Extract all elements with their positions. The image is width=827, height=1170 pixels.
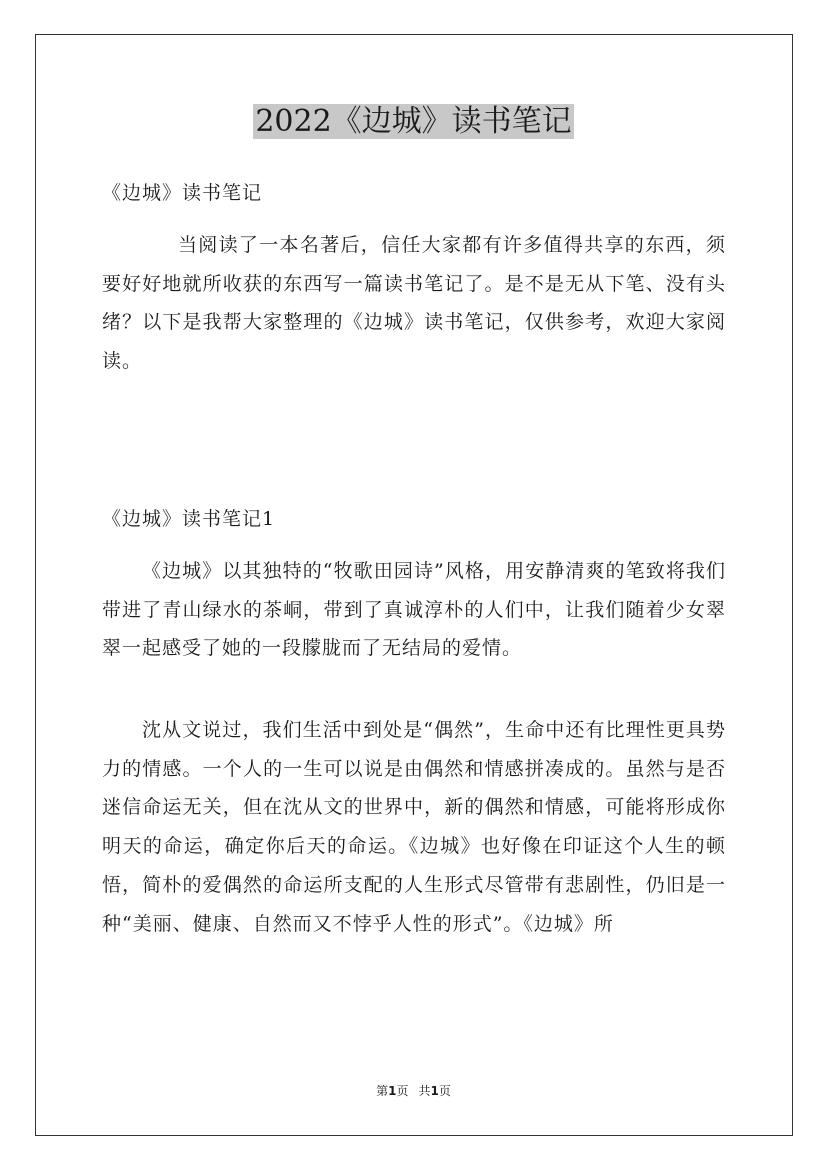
footer-page-number: 1 [388,1084,397,1098]
footer-page-prefix: 第 [376,1084,389,1098]
footer-total-pages: 1 [430,1084,439,1098]
intro-heading: 《边城》读书笔记 [102,182,263,204]
page-footer [0,1083,827,1099]
intro-paragraph: 当阅读了一本名著后，信任大家都有许多值得共享的东西，须要好好地就所收获的东西写一篇读书笔记了。是不是无从下笔、没有头绪？以下是我帮大家整理的《边城》读书笔记，仅供参考，欢迎大家阅读。 [102,234,726,373]
document-title [0,102,827,142]
section1-paragraph-1: 《边城》以其独特的“牧歌田园诗”风格，用安静清爽的笔致将我们带进了青山绿水的茶峒，带到了真诚淳朴的人们中，让我们随着少女翠翠一起感受了她的一段朦胧而了无结局的爱情。 [102,560,726,660]
footer-total-prefix: 共 [418,1084,431,1098]
section1-heading: 《边城》读书笔记1 [102,508,276,530]
footer-total-suffix: 页 [438,1084,451,1098]
document-title-text: 2022《边城》读书笔记 [255,104,572,139]
section1-paragraph-2: 沈从文说过，我们生活中到处是“偶然”，生命中还有比理性更具势力的情感。一个人的一生可以说是由偶然和情感拼凑成的。虽然与是否迷信命运无关，但在沈从文的世界中，新的偶然和情感，可能将形成你明天的命运，确定你后天的命运。《边城》也好像在印证这个人生的顿悟，简朴的爱偶然的命运所支配的人生形式尽管带有悲剧性，仍旧是一种“美丽、健康、自然而又不悖乎人性的形式”。《边城》所 [102,719,726,935]
footer-page-suffix: 页 [396,1084,409,1098]
